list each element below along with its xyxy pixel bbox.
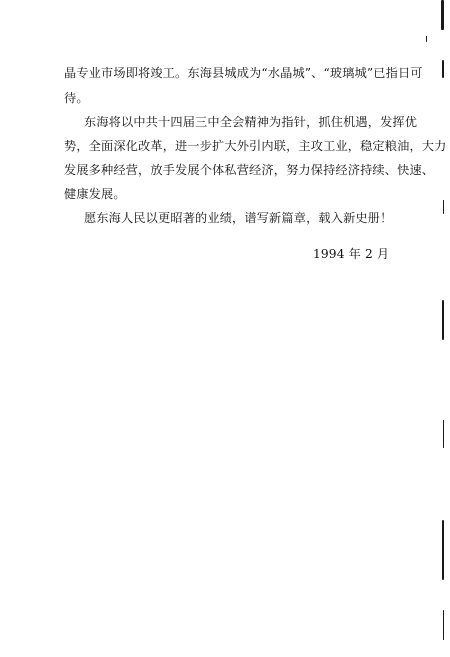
- scan-edge-mark: [441, 0, 444, 30]
- scan-edge-mark: [443, 610, 444, 640]
- scan-edge-mark: [442, 520, 444, 580]
- text-line-7: 愿东海人民以更昭著的业绩，谱写新篇章，载入新史册！: [84, 211, 393, 225]
- scan-edge-mark: [426, 36, 427, 42]
- text-line-6: 健康发展。: [64, 187, 126, 201]
- scan-edge-mark: [442, 60, 444, 78]
- scan-edge-mark: [443, 420, 444, 448]
- text-line-4: 势，全面深化改革，进一步扩大外引内联，主攻工业，稳定粮油，大力: [64, 139, 447, 153]
- date-line: 1994 年 2 月: [313, 247, 390, 261]
- text-line-1: 晶专业市场即将竣工。东海县城成为“水晶城”、“玻璃城”已指日可: [64, 66, 423, 80]
- text-line-5: 发展多种经营，放手发展个体私营经济，努力保持经济持续、快速、: [64, 163, 435, 177]
- text-line-3: 东海将以中共十四届三中全会精神为指针，抓住机遇，发挥优: [84, 115, 418, 129]
- text-line-2: 待。: [64, 91, 89, 105]
- scan-edge-mark: [443, 200, 444, 214]
- scan-edge-mark: [442, 300, 444, 340]
